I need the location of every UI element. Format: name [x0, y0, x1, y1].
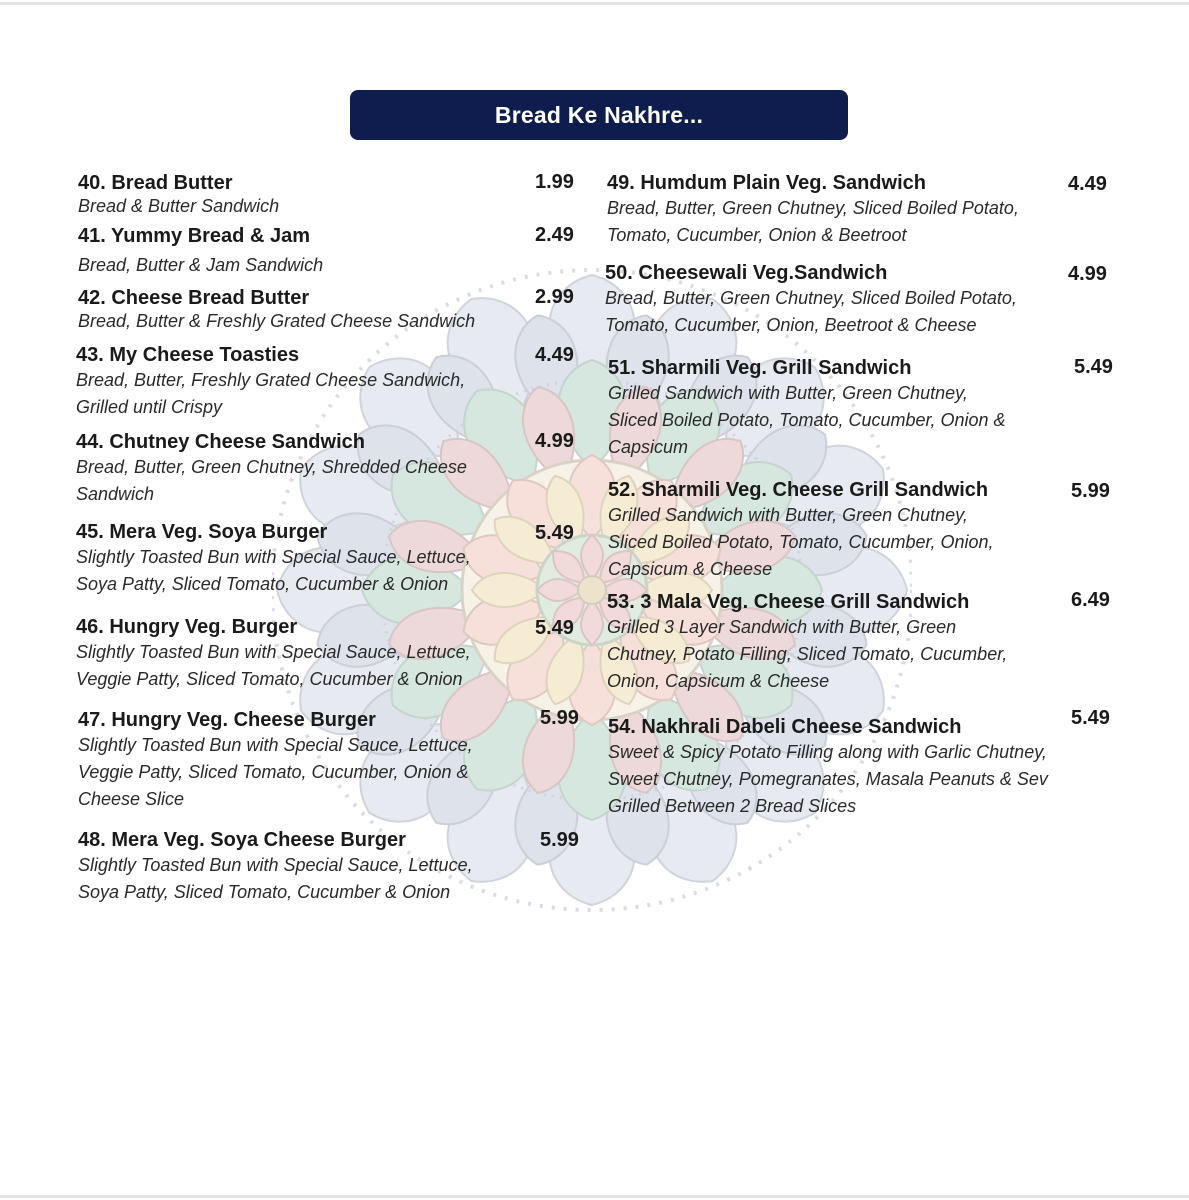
item-desc: Veggie Patty, Sliced Tomato, Cucumber, Onion &	[78, 762, 469, 782]
item-name: 50. Cheesewali Veg.Sandwich	[605, 262, 888, 284]
menu-item-46	[76, 615, 471, 693]
item-price: 5.99	[1071, 480, 1110, 502]
menu-item-47	[78, 708, 473, 813]
item-name: 41. Yummy Bread & Jam	[78, 225, 310, 247]
item-desc: Slightly Toasted Bun with Special Sauce, Lettuce,	[78, 855, 473, 875]
item-desc: Soya Patty, Sliced Tomato, Cucumber & Onion	[78, 882, 451, 902]
item-desc: Bread, Butter & Jam Sandwich	[78, 255, 324, 275]
item-name: 52. Sharmili Veg. Cheese Grill Sandwich	[608, 479, 989, 501]
item-price: 5.49	[1071, 707, 1110, 729]
menu-item-51	[608, 356, 1006, 461]
menu-item-40	[78, 171, 279, 217]
item-desc: Bread, Butter, Green Chutney, Sliced Boiled Potato,	[605, 288, 1017, 308]
item-name: 47. Hungry Veg. Cheese Burger	[78, 709, 376, 731]
item-desc: Grilled Sandwich with Butter, Green Chutney,	[608, 383, 968, 403]
item-desc: Sweet Chutney, Pomegranates, Masala Peanuts & Sev	[608, 769, 1048, 789]
item-desc: Capsicum	[608, 437, 689, 457]
item-price: 5.49	[1074, 356, 1113, 378]
top-border	[0, 2, 1189, 5]
item-desc: Tomato, Cucumber, Onion & Beetroot	[607, 225, 907, 245]
item-price: 2.99	[535, 286, 574, 308]
menu-item-53	[607, 590, 1007, 695]
item-name: 43. My Cheese Toasties	[76, 344, 300, 366]
item-desc: Chutney, Potato Filling, Sliced Tomato, Cucumber,	[607, 644, 1008, 664]
item-desc: Sliced Boiled Potato, Tomato, Cucumber, Onion &	[608, 410, 1006, 430]
section-header	[350, 90, 848, 140]
bottom-border	[0, 1195, 1189, 1198]
section-title: Bread Ke Nakhre...	[494, 101, 704, 128]
item-desc: Bread, Butter, Green Chutney, Shredded Cheese	[76, 457, 467, 477]
item-name: 44. Chutney Cheese Sandwich	[76, 431, 365, 453]
item-desc: Capsicum & Cheese	[608, 559, 773, 579]
item-desc: Bread, Butter, Freshly Grated Cheese Sandwich,	[76, 370, 466, 390]
item-desc: Bread, Butter & Freshly Grated Cheese Sandwich	[78, 311, 476, 331]
item-price: 4.99	[535, 430, 574, 452]
menu-item-48	[78, 828, 473, 906]
item-desc: Cheese Slice	[78, 789, 185, 809]
item-desc: Grilled until Crispy	[76, 397, 223, 417]
item-desc: Onion, Capsicum & Cheese	[607, 671, 830, 691]
menu-item-54	[608, 715, 1048, 820]
item-price: 6.49	[1071, 589, 1110, 611]
item-desc: Grilled 3 Layer Sandwich with Butter, Green	[607, 617, 957, 637]
menu-item-52	[608, 478, 994, 583]
item-name: 46. Hungry Veg. Burger	[76, 616, 298, 638]
menu-item-41	[78, 224, 323, 279]
item-price: 2.49	[535, 224, 574, 246]
item-desc: Bread & Butter Sandwich	[78, 196, 280, 216]
item-name: 54. Nakhrali Dabeli Cheese Sandwich	[608, 716, 962, 738]
item-name: 51. Sharmili Veg. Grill Sandwich	[608, 357, 912, 379]
item-price: 4.99	[1068, 263, 1107, 285]
item-desc: Soya Patty, Sliced Tomato, Cucumber & Onion	[76, 574, 449, 594]
item-desc: Sandwich	[76, 484, 155, 504]
menu-item-42	[78, 286, 475, 332]
item-price: 5.49	[535, 617, 574, 639]
menu-item-43	[76, 343, 465, 421]
menu-item-49	[607, 171, 1019, 249]
item-desc: Slightly Toasted Bun with Special Sauce, Lettuce,	[78, 735, 473, 755]
item-price: 4.49	[1068, 173, 1107, 195]
item-desc: Slightly Toasted Bun with Special Sauce, Lettuce,	[76, 642, 471, 662]
item-name: 45. Mera Veg. Soya Burger	[76, 521, 328, 543]
item-name: 42. Cheese Bread Butter	[78, 287, 310, 309]
item-name: 53. 3 Mala Veg. Cheese Grill Sandwich	[607, 591, 970, 613]
item-price: 5.99	[540, 707, 579, 729]
item-price: 5.49	[535, 522, 574, 544]
item-name: 49. Humdum Plain Veg. Sandwich	[607, 172, 926, 194]
item-desc: Bread, Butter, Green Chutney, Sliced Boiled Potato,	[607, 198, 1019, 218]
item-price: 4.49	[535, 344, 574, 366]
item-desc: Sliced Boiled Potato, Tomato, Cucumber, Onion,	[608, 532, 994, 552]
item-desc: Slightly Toasted Bun with Special Sauce, Lettuce,	[76, 547, 471, 567]
item-price: 5.99	[540, 829, 579, 851]
item-desc: Grilled Between 2 Bread Slices	[608, 796, 857, 816]
item-desc: Veggie Patty, Sliced Tomato, Cucumber & Onion	[76, 669, 463, 689]
item-name: 40. Bread Butter	[78, 172, 233, 194]
item-name: 48. Mera Veg. Soya Cheese Burger	[78, 829, 406, 851]
menu-item-44	[76, 430, 467, 508]
item-desc: Grilled Sandwich with Butter, Green Chutney,	[608, 505, 968, 525]
item-price: 1.99	[535, 171, 574, 193]
menu-item-45	[76, 520, 471, 598]
item-desc: Tomato, Cucumber, Onion, Beetroot & Cheese	[605, 315, 977, 335]
menu-item-50	[605, 261, 1017, 339]
item-desc: Sweet & Spicy Potato Filling along with Garlic Chutney,	[608, 742, 1047, 762]
